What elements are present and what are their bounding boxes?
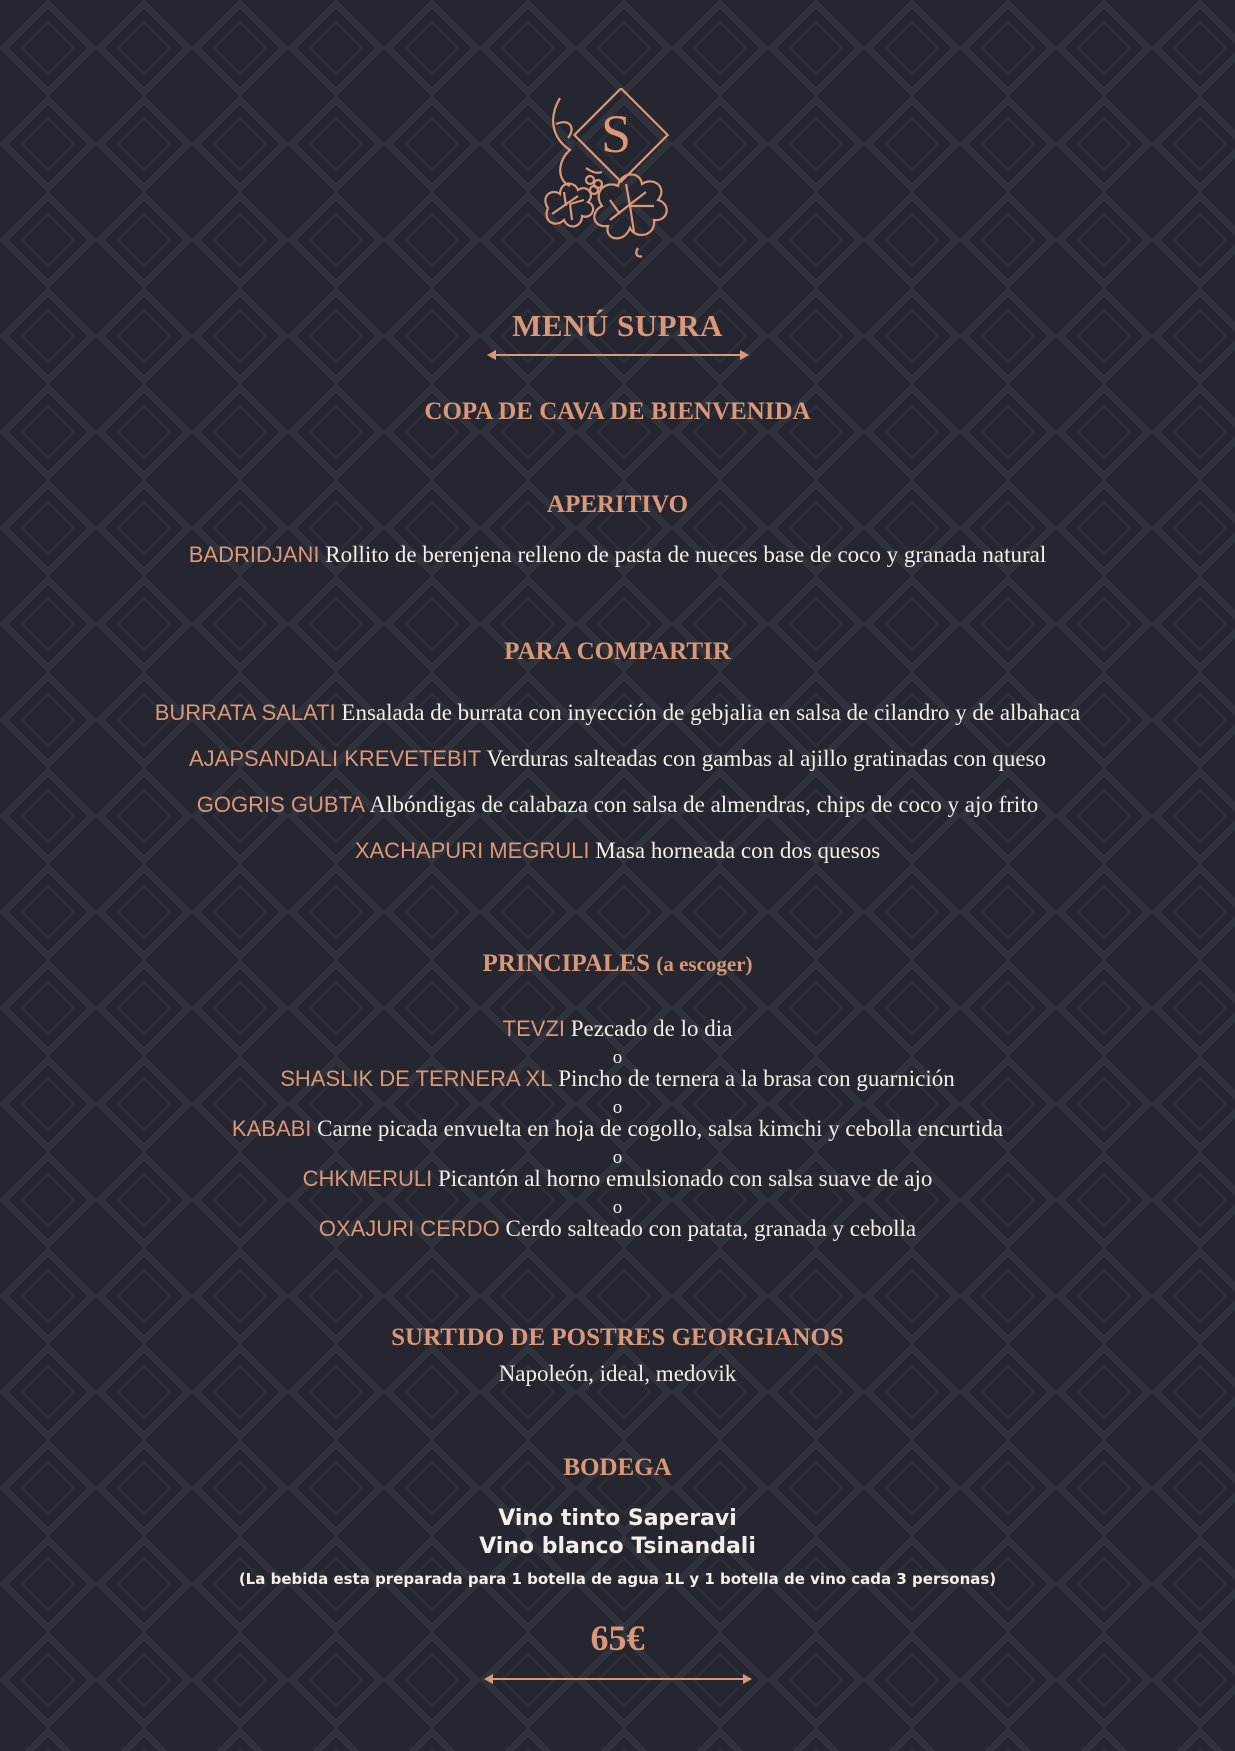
- dish-description: Rollito de berenjena relleno de pasta de nueces base de coco y granada natural: [325, 542, 1047, 567]
- dish-name: AJAPSANDALI KREVETEBIT: [188, 746, 482, 771]
- list-item: [0, 1166, 1235, 1192]
- bodega-heading: BODEGA: [563, 1454, 672, 1481]
- postres-heading: SURTIDO DE POSTRES GEORGIANOS: [391, 1324, 844, 1351]
- principales-title: PRINCIPALES: [482, 950, 651, 977]
- aperitivo-heading: APERITIVO: [546, 491, 689, 518]
- dish-name: TEVZI: [502, 1016, 565, 1041]
- dish-description: Ensalada de burrata con inyección de gebjalia en salsa de cilandro y de albahaca: [341, 700, 1081, 725]
- list-item: [0, 542, 1235, 568]
- dish-name: KABABI: [231, 1116, 312, 1141]
- grape-leaf-logo-icon: [530, 88, 700, 263]
- list-item: [0, 1066, 1235, 1092]
- wine-item: Vino blanco Tsinandali: [479, 1534, 756, 1559]
- dish-name: BURRATA SALATI: [154, 700, 336, 725]
- welcome-heading: COPA DE CAVA DE BIENVENIDA: [424, 398, 811, 425]
- dish-name: SHASLIK DE TERNERA XL: [280, 1066, 553, 1091]
- dish-description: Pezcado de lo dia: [570, 1016, 733, 1041]
- list-item: [0, 1216, 1235, 1242]
- dish-description: Masa horneada con dos quesos: [595, 838, 881, 863]
- dish-description: Albóndigas de calabaza con salsa de almendras, chips de coco y ajo frito: [369, 792, 1039, 817]
- dish-description: Picantón al horno emulsionado con salsa suave de ajo: [437, 1166, 933, 1191]
- logo-letter: S: [600, 104, 632, 164]
- or-separator: o: [612, 1047, 623, 1068]
- wine-item: Vino tinto Saperavi: [498, 1506, 737, 1531]
- list-item: [0, 792, 1235, 818]
- principales-heading: [0, 950, 1235, 978]
- or-separator: o: [612, 1147, 623, 1168]
- compartir-heading: PARA COMPARTIR: [504, 638, 731, 665]
- list-item: [0, 1016, 1235, 1042]
- principales-note: (a escoger): [656, 952, 753, 976]
- menu-title: MENÚ SUPRA: [512, 308, 723, 343]
- dish-description: Cerdo salteado con patata, granada y cebolla: [505, 1216, 917, 1241]
- dish-name: OXAJURI CERDO: [318, 1216, 500, 1241]
- list-item: [0, 838, 1235, 864]
- list-item: [0, 746, 1235, 772]
- dish-description: Pincho de ternera a la brasa con guarnición: [558, 1066, 955, 1091]
- dish-name: CHKMERULI: [302, 1166, 433, 1191]
- dish-description: Carne picada envuelta en hoja de cogollo, salsa kimchi y cebolla encurtida: [317, 1116, 1004, 1141]
- dish-name: XACHAPURI MEGRULI: [354, 838, 590, 863]
- dish-name: BADRIDJANI: [188, 542, 320, 567]
- or-separator: o: [612, 1197, 623, 1218]
- divider-arrow-icon: [487, 348, 749, 362]
- dish-name: GOGRIS GUBTA: [196, 792, 366, 817]
- list-item: [0, 700, 1235, 726]
- or-separator: o: [612, 1097, 623, 1118]
- postres-text: Napoleón, ideal, medovik: [498, 1361, 737, 1386]
- dish-description: Verduras salteadas con gambas al ajillo gratinadas con queso: [486, 746, 1047, 771]
- list-item: [0, 1116, 1235, 1142]
- drinks-note: (La bebida esta preparada para 1 botella de agua 1L y 1 botella de vino cada 3 personas): [238, 1570, 997, 1588]
- menu-price: 65€: [590, 1618, 645, 1658]
- divider-arrow-icon: [484, 1672, 752, 1686]
